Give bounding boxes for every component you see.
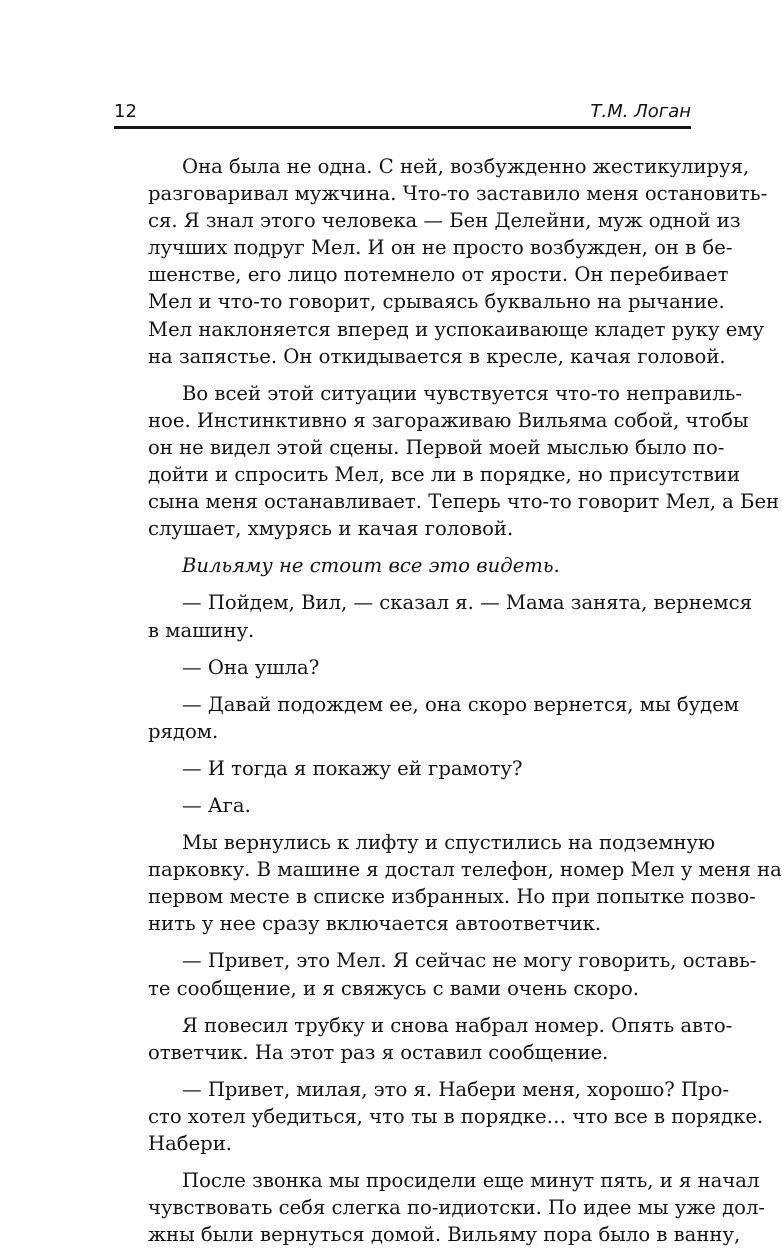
dialogue-paragraph <box>114 589 752 643</box>
text-line: — Привет, это Мел. Я сейчас не могу говорить, оставь- <box>182 949 757 973</box>
dialogue-paragraph <box>114 691 740 745</box>
text-line: разговаривал мужчина. Что-то заставило меня остановить- <box>148 182 768 206</box>
paragraph <box>114 380 780 543</box>
text-line: сына меня останавливает. Теперь что-то говорит Мел, а Бен <box>148 490 780 514</box>
text-line: — И тогда я покажу ей грамоту? <box>182 756 523 780</box>
text-line: чувствовать себя слегка по-идиотски. По идее мы уже дол- <box>148 1196 766 1220</box>
text-line: — Она ушла? <box>182 655 320 679</box>
text-line: сто хотел убедиться, что ты в порядке… что все в порядке. <box>148 1104 764 1128</box>
paragraph <box>114 1012 733 1066</box>
text-line: он не видел этой сцены. Первой моей мыслью было по- <box>148 435 725 459</box>
text-line: в машину. <box>148 618 255 642</box>
text-line: — Пойдем, Вил, — сказал я. — Мама занята, вернемся <box>182 591 752 615</box>
dialogue-paragraph <box>114 654 691 681</box>
paragraph <box>114 1167 766 1248</box>
text-line: Вильяму не стоит все это видеть. <box>182 554 560 578</box>
text-line: рядом. <box>148 719 219 743</box>
text-line: шенстве, его лицо потемнело от ярости. Он перебивает <box>148 263 729 287</box>
text-line: первом месте в списке избранных. Но при попытке позво- <box>148 885 756 909</box>
text-line: ответчик. На этот раз я оставил сообщение. <box>148 1040 609 1064</box>
text-line: на запястье. Он откидывается в кресле, качая головой. <box>148 344 726 368</box>
text-line: парковку. В машине я достал телефон, номер Мел у меня на <box>148 858 782 882</box>
book-page <box>114 92 782 1248</box>
text-line: лучших подруг Мел. И он не просто возбужден, он в бе- <box>148 236 733 260</box>
text-line: слушает, хмурясь и качая головой. <box>148 517 514 541</box>
text-line: — Давай подождем ее, она скоро вернется, мы будем <box>182 692 740 716</box>
dialogue-paragraph <box>114 755 691 782</box>
text-line: — Привет, милая, это я. Набери меня, хорошо? Про- <box>182 1077 730 1101</box>
dialogue-paragraph <box>114 947 757 1001</box>
text-line: Мел и что-то говорит, срываясь буквально на рычание. <box>148 290 725 314</box>
text-line: ное. Инстинктивно я загораживаю Вильяма собой, чтобы <box>148 408 749 432</box>
text-line: Во всей этой ситуации чувствуется что-то неправиль- <box>182 381 742 405</box>
paragraph <box>114 829 782 937</box>
text-line: нить у нее сразу включается автоответчик. <box>148 912 602 936</box>
text-line: Мы вернулись к лифту и спустились на подземную <box>182 831 716 855</box>
text-line: Мел наклоняется вперед и успокаивающе кладет руку ему <box>148 317 765 341</box>
text-line: После звонка мы просидели еще минут пять, и я начал <box>182 1169 760 1193</box>
text-line: жны были вернуться домой. Вильяму пора было в ванну, <box>148 1223 741 1247</box>
text-line: Она была не одна. С ней, возбужденно жестикулируя, <box>182 155 750 178</box>
text-line: Набери. <box>148 1132 232 1155</box>
text-line: те сообщение, и я свяжусь с вами очень скоро. <box>148 976 640 1000</box>
dialogue-paragraph <box>114 1076 764 1157</box>
paragraph <box>114 153 768 370</box>
text-line: Я повесил трубку и снова набрал номер. Опять авто- <box>182 1013 733 1037</box>
text-line: ся. Я знал этого человека — Бен Делейни, муж одной из <box>148 209 741 233</box>
body-text <box>114 153 782 1248</box>
text-line: дойти и спросить Мел, все ли в порядке, но присутствии <box>148 463 741 487</box>
page-number: 12 <box>114 101 137 122</box>
dialogue-paragraph <box>114 792 691 819</box>
text-line: — Ага. <box>182 793 251 817</box>
italic-paragraph <box>114 552 691 579</box>
running-header <box>114 92 691 129</box>
author-name: Т.М. Логан <box>590 101 691 122</box>
